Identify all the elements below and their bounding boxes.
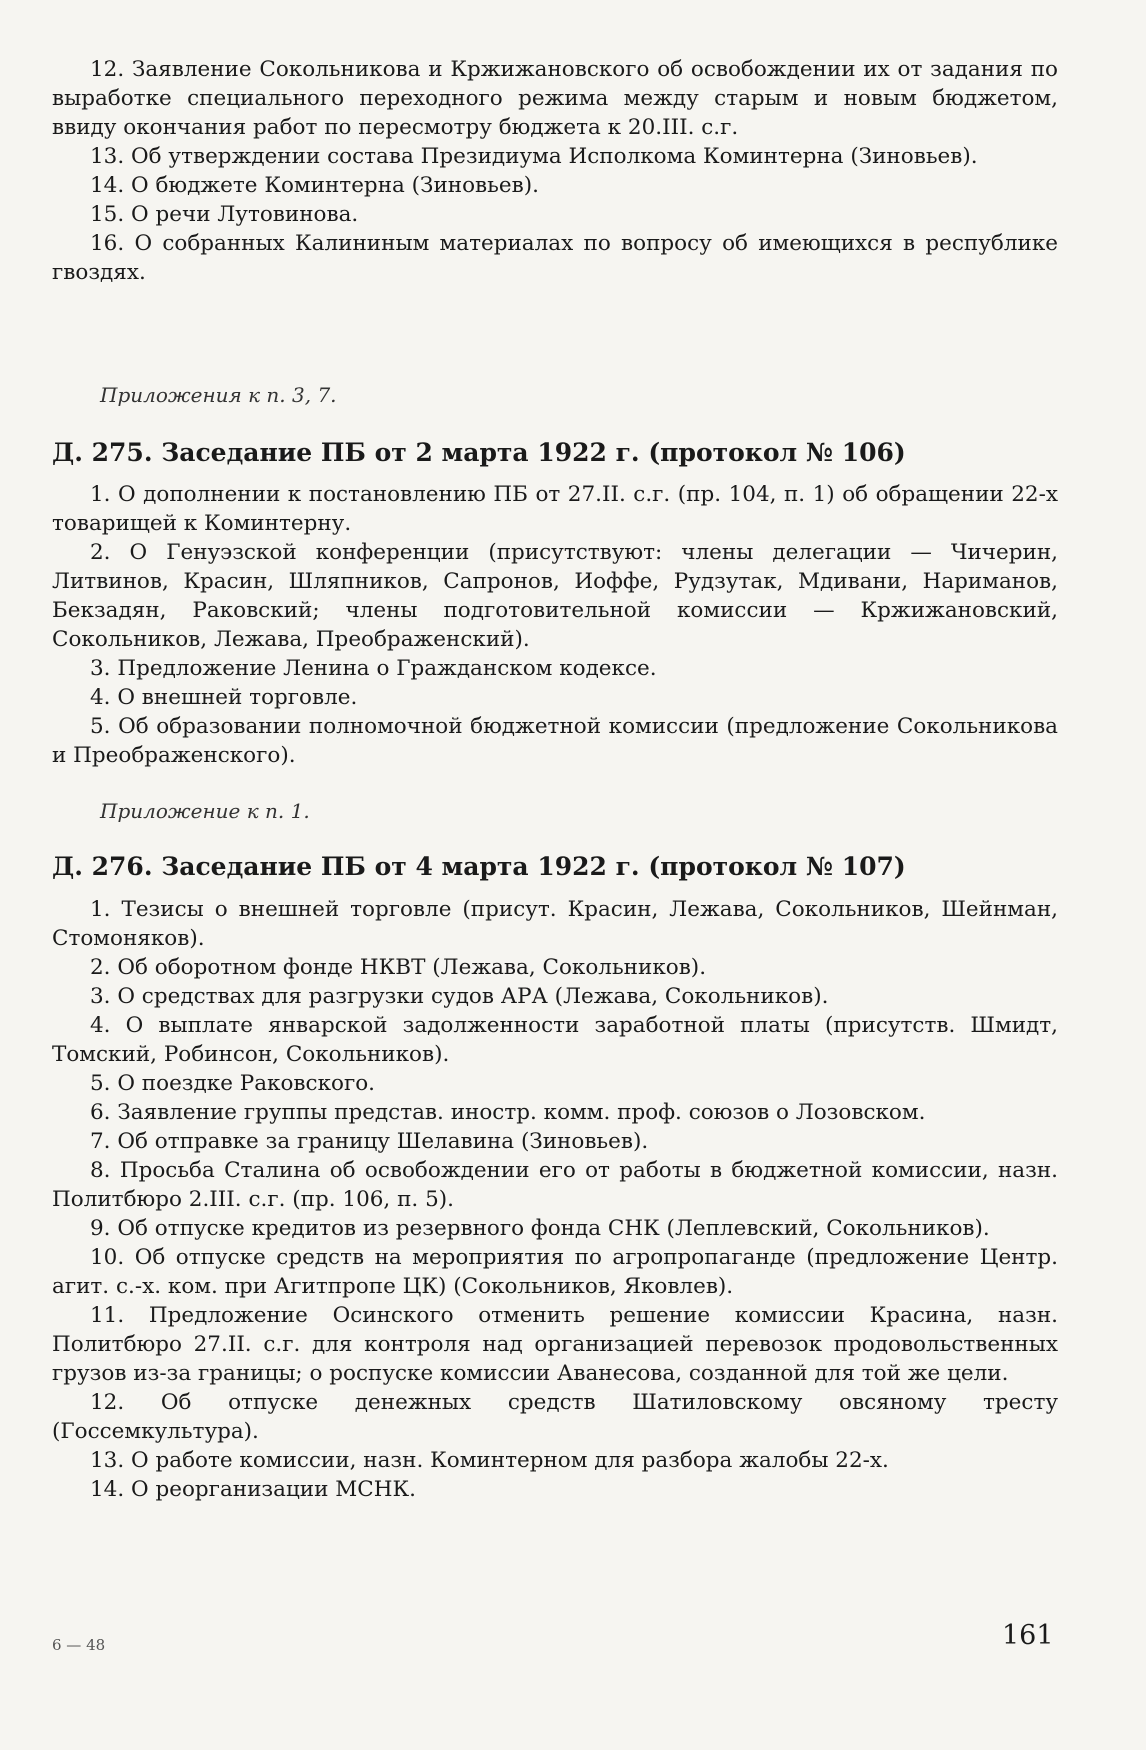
list-item: 5. О поездке Раковского. xyxy=(90,1071,376,1096)
block1-appendix xyxy=(52,381,1058,410)
list-item: 7. Об отправке за границу Шелавина (Зиновьев). xyxy=(90,1129,649,1154)
list-item: 5. Об образовании полномочной бюджетной комиссии (предложение Сокольникова и Преображенского). xyxy=(52,714,1058,768)
block1-items xyxy=(52,55,1058,287)
list-item: 4. О внешней торговле. xyxy=(90,685,358,710)
list-item: 14. О бюджете Коминтерна (Зиновьев). xyxy=(90,173,539,198)
appendix-note: Приложение к п. 1. xyxy=(100,799,310,823)
page-number: 161 xyxy=(1002,1620,1054,1651)
list-item: 16. О собранных Калининым материалах по вопросу об имеющихся в республике гвоздях. xyxy=(52,231,1058,285)
printer-signature: 6 — 48 xyxy=(52,1636,106,1654)
list-item: 12. Заявление Сокольникова и Кржижановского об освобождении их от задания по выработке специального переходного режима между старым и новым бюджетом, ввиду окончания работ по пересмотру бюджета к 20.III. с.г. xyxy=(52,57,1058,140)
list-item: 9. Об отпуске кредитов из резервного фонда СНК (Леплевский, Сокольников). xyxy=(90,1216,990,1241)
list-item: 8. Просьба Сталина об освобождении его от работы в бюджетной комиссии, назн. Политбюро 2.III. с.г. (пр. 106, п. 5). xyxy=(52,1158,1058,1212)
doc275-heading: Д. 275. Заседание ПБ от 2 марта 1922 г. (протокол № 106) xyxy=(52,438,906,467)
list-item: 13. О работе комиссии, назн. Коминтерном для разбора жалобы 22-х. xyxy=(90,1448,889,1473)
doc275-items xyxy=(52,480,1058,770)
doc276-heading: Д. 276. Заседание ПБ от 4 марта 1922 г. (протокол № 107) xyxy=(52,852,906,881)
list-item: 2. О Генуэзской конференции (присутствуют: члены делегации — Чичерин, Литвинов, Красин, Шляпников, Сапронов, Иоффе, Рудзутак, Мдивани, Нариманов, Бекзадян, Раковский; члены подготовительной комиссии — Кржижановский, Сокольников, Лежава, Преображенский). xyxy=(52,540,1058,652)
list-item: 11. Предложение Осинского отменить решение комиссии Красина, назн. Политбюро 27.II. с.г. для контроля над организацией перевозок продовольственных грузов из-за границы; о роспуске комиссии Аванесова, созданной для той же цели. xyxy=(52,1303,1058,1386)
doc276-items xyxy=(52,895,1058,1504)
list-item: 6. Заявление группы представ. иностр. комм. проф. союзов о Лозовском. xyxy=(90,1100,926,1125)
list-item: 10. Об отпуске средств на мероприятия по агропропаганде (предложение Центр. агит. с.-х. ком. при Агитпропе ЦК) (Сокольников, Яковлев). xyxy=(52,1245,1058,1299)
list-item: 3. О средствах для разгрузки судов АРА (Лежава, Сокольников). xyxy=(90,984,829,1009)
list-item: 1. О дополнении к постановлению ПБ от 27.II. с.г. (пр. 104, п. 1) об обращении 22-х товарищей к Коминтерну. xyxy=(52,482,1058,536)
list-item: 2. Об оборотном фонде НКВТ (Лежава, Сокольников). xyxy=(90,955,707,980)
list-item: 15. О речи Лутовинова. xyxy=(90,202,359,227)
list-item: 13. Об утверждении состава Президиума Исполкома Коминтерна (Зиновьев). xyxy=(90,144,978,169)
list-item: 14. О реорганизации МСНК. xyxy=(90,1477,416,1502)
list-item: 12. Об отпуске денежных средств Шатиловскому овсяному тресту (Госсемкультура). xyxy=(52,1390,1058,1444)
list-item: 1. Тезисы о внешней торговле (присут. Красин, Лежава, Сокольников, Шейнман, Стомоняков). xyxy=(52,897,1058,951)
list-item: 3. Предложение Ленина о Гражданском кодексе. xyxy=(90,656,657,681)
appendix-note: Приложения к п. 3, 7. xyxy=(100,383,337,407)
list-item: 4. О выплате январской задолженности заработной платы (присутств. Шмидт, Томский, Робинсон, Сокольников). xyxy=(52,1013,1058,1067)
doc275-appendix xyxy=(52,797,1058,826)
